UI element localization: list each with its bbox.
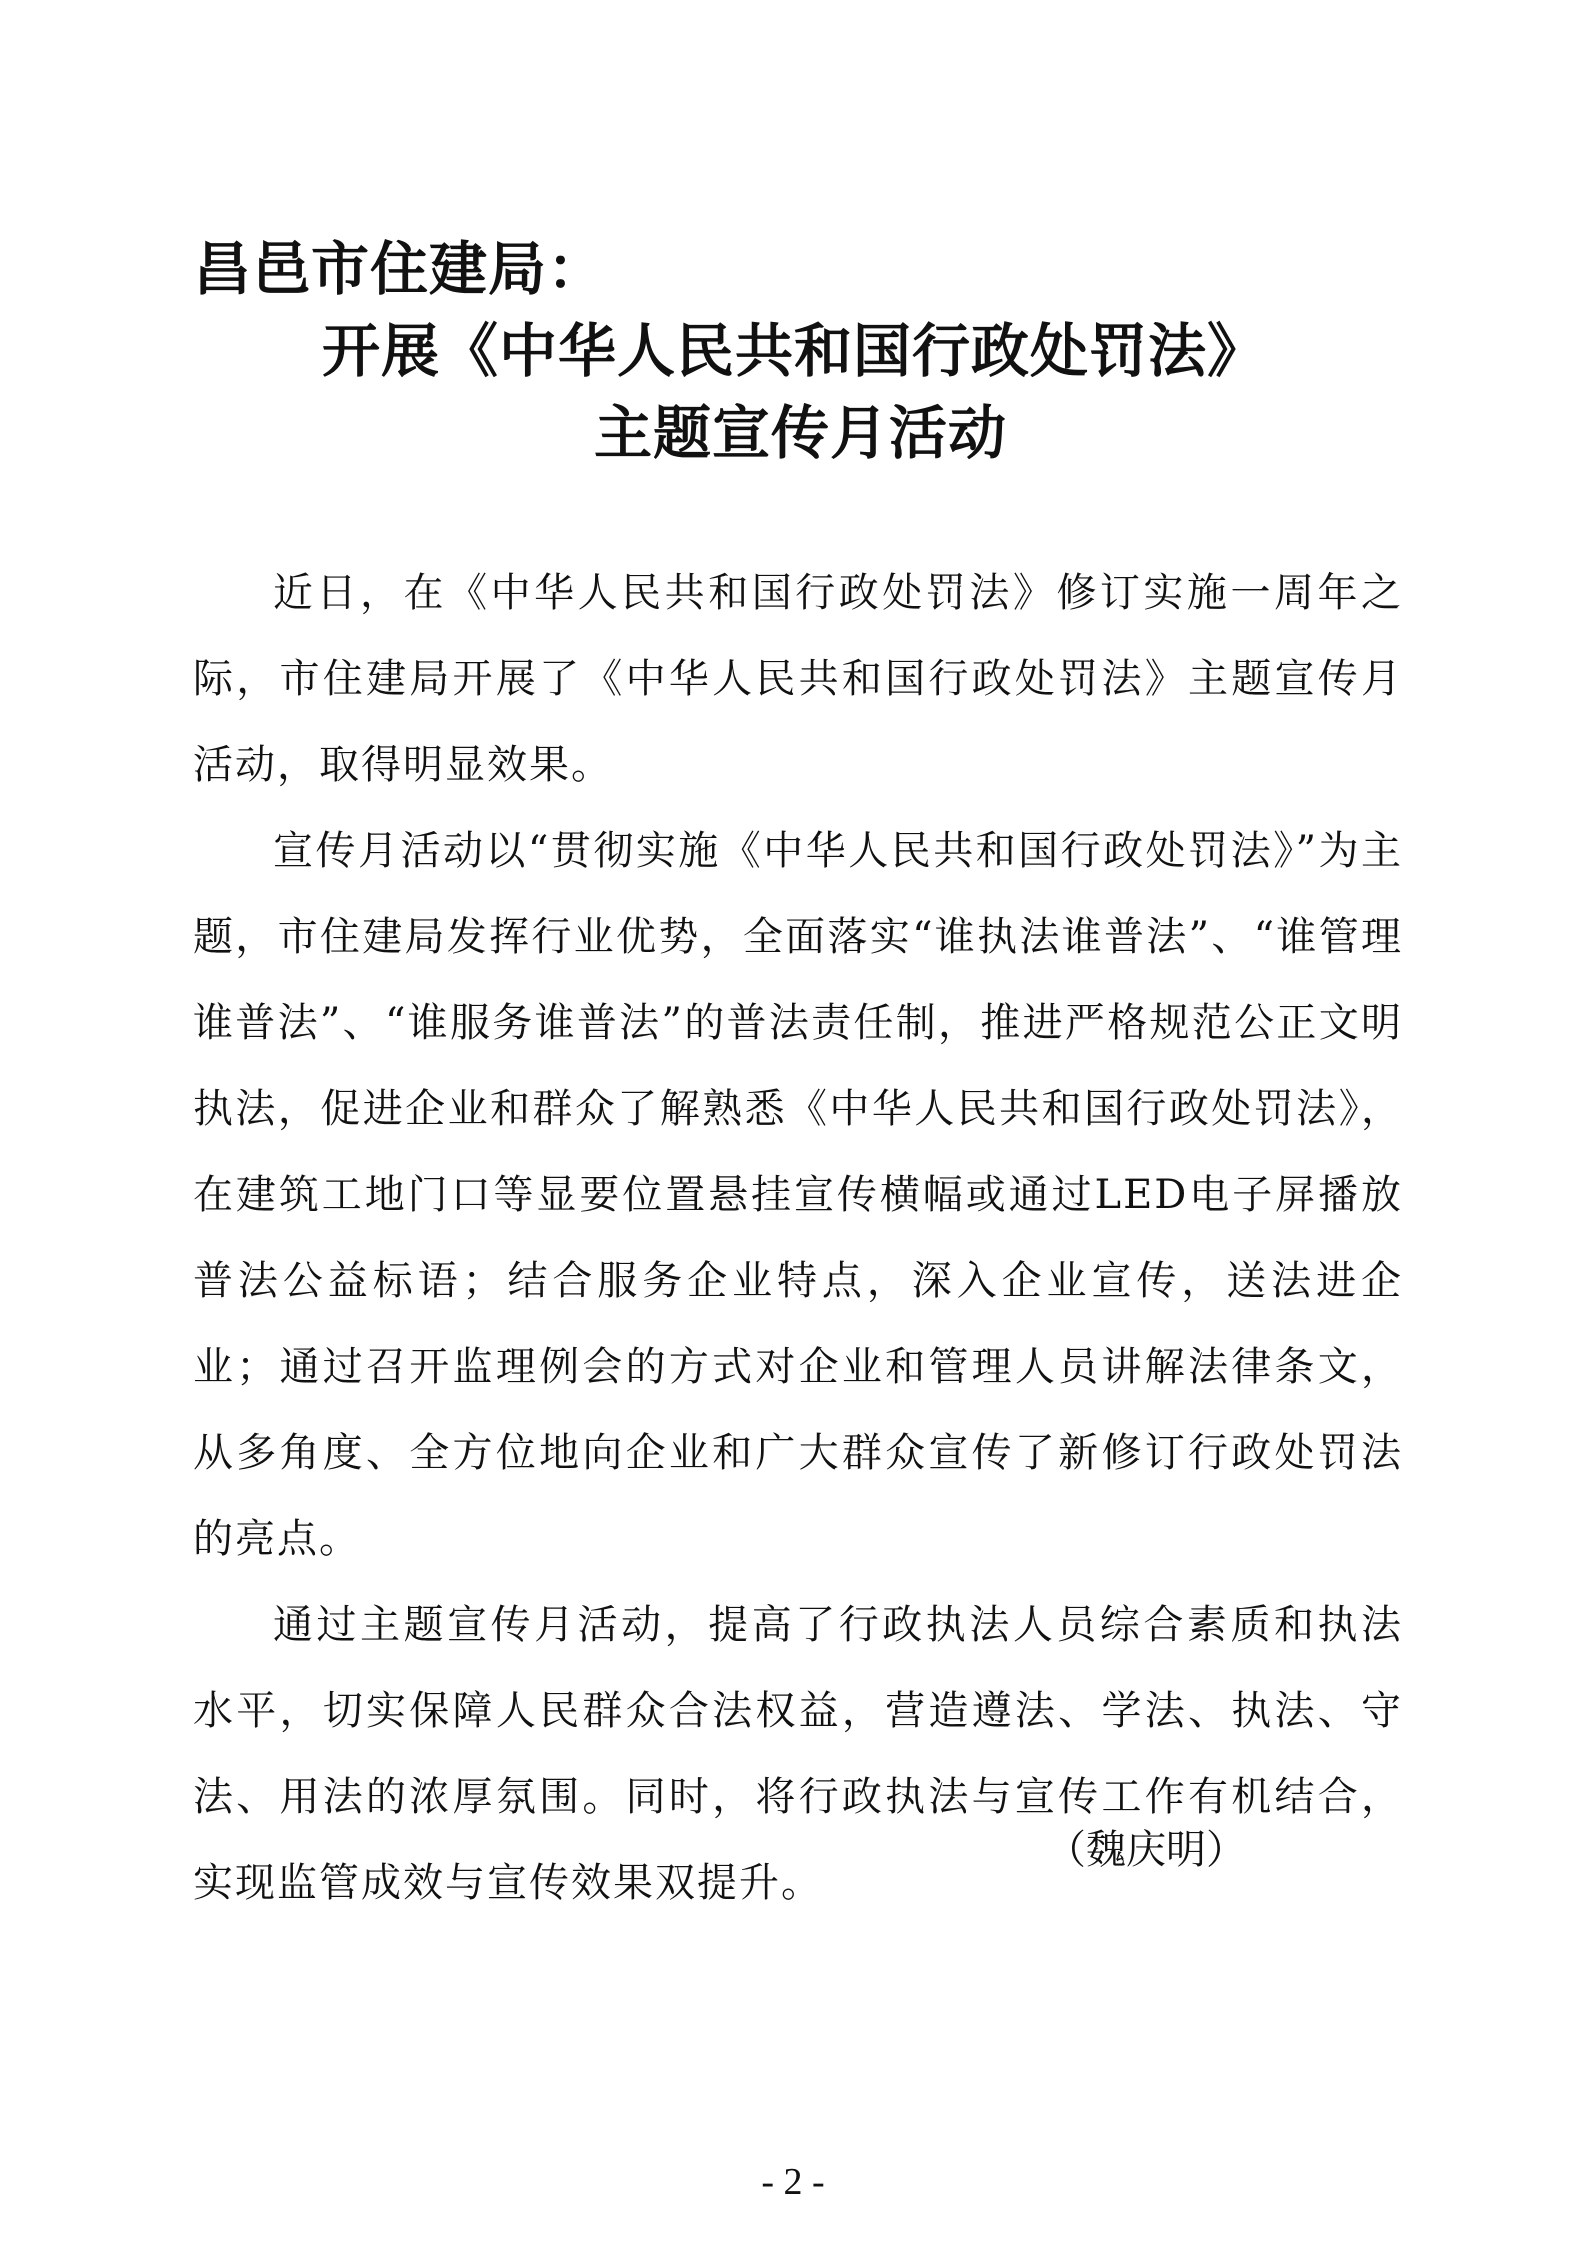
- title-line-2: 开展《中华人民共和国行政处罚法》: [322, 317, 1267, 385]
- title-line-1: 昌邑市住建局：: [193, 235, 607, 303]
- article-body: [193, 550, 1403, 1926]
- paragraph-3: 通过主题宣传月活动，提高了行政执法人员综合素质和执法水平，切实保障人民群众合法权益，营造遵法、学法、执法、守法、用法的浓厚氛围。同时，将行政执法与宣传工作有机结合，实现监管成效与宣传效果双提升。: [193, 1602, 1403, 1906]
- page-number: - 2 -: [761, 2161, 825, 2203]
- paragraph-2: 宣传月活动以“贯彻实施《中华人民共和国行政处罚法》”为主题，市住建局发挥行业优势，全面落实“谁执法谁普法”、“谁管理谁普法”、“谁服务谁普法”的普法责任制，推进严格规范公正文明执法，促进企业和群众了解熟悉《中华人民共和国行政处罚法》，在建筑工地门口等显要位置悬挂宣传横幅或通过LED电子屏播放普法公益标语；结合服务企业特点，深入企业宣传，送法进企业；通过召开监理例会的方式对企业和管理人员讲解法律条文，从多角度、全方位地向企业和广大群众宣传了新修订行政处罚法的亮点。: [193, 828, 1403, 1562]
- title-line-3: 主题宣传月活动: [594, 399, 1008, 467]
- paragraph-1: 近日，在《中华人民共和国行政处罚法》修订实施一周年之际，市住建局开展了《中华人民共和国行政处罚法》主题宣传月活动，取得明显效果。: [193, 570, 1403, 788]
- author-signature: （魏庆明）: [1046, 1827, 1246, 1873]
